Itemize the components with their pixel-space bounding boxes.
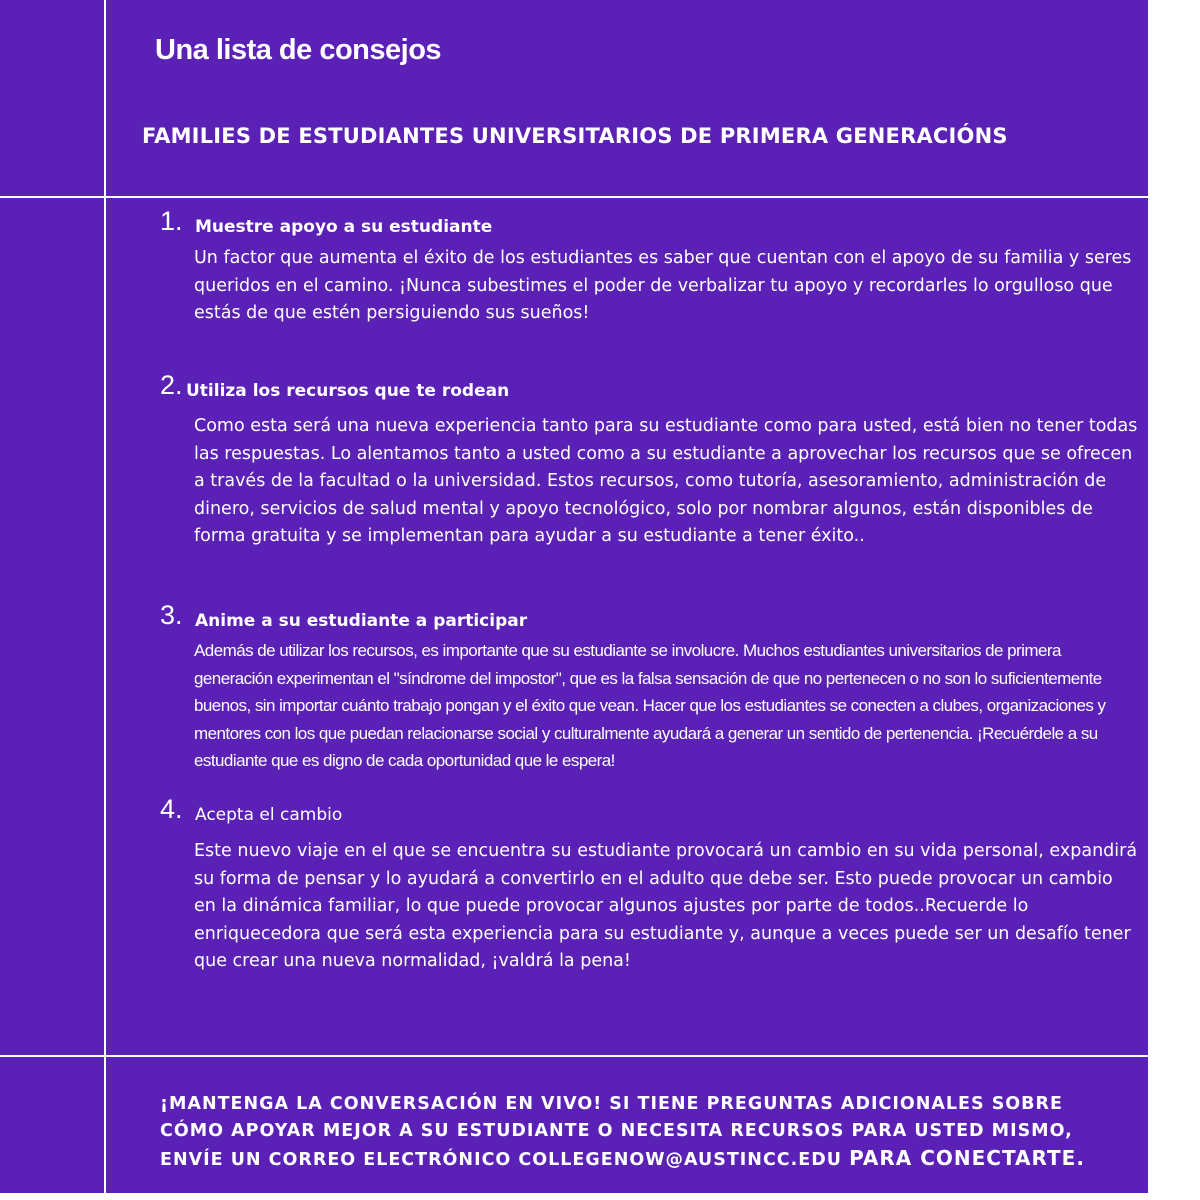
footer-line-2: CÓMO APOYAR MEJOR A SU ESTUDIANTE O NECESITA RECURSOS PARA USTED MISMO, xyxy=(160,1121,1073,1141)
page-title: Una lista de consejos xyxy=(155,34,442,66)
tip-1-heading: Muestre apoyo a su estudiante xyxy=(195,217,493,237)
tip-2-heading: Utiliza los recursos que te rodean xyxy=(186,381,510,401)
tip-4-number: 4. xyxy=(160,794,183,824)
tip-2-number: 2. xyxy=(160,370,183,400)
tip-4-heading: Acepta el cambio xyxy=(195,805,343,825)
page-subtitle: FAMILIES DE ESTUDIANTES UNIVERSITARIOS DE PRIMERA GENERACIÓNS xyxy=(142,124,1008,148)
vertical-rule xyxy=(104,0,106,1193)
tip-2-body: Como esta será una nueva experiencia tanto para su estudiante como para usted, está bien no tener todas las respuestas. Lo alentamos tanto a usted como a su estudiante a aprovechar los recursos que se ofrecen a través de la facultad o la universidad. Estos recursos, como tutoría, asesoramiento, administración de dinero, servicios de salud mental y apoyo tecnológico, solo por nombrar algunos, están disponibles de forma gratuita y se implementan para ayudar a su estudiante a tener éxito.. xyxy=(194,416,1138,546)
footer-connect-text: PARA CONECTARTE. xyxy=(849,1146,1085,1170)
footer-line-1: ¡MANTENGA LA CONVERSACIÓN EN VIVO! SI TIENE PREGUNTAS ADICIONALES SOBRE xyxy=(160,1094,1063,1114)
tip-3-body: Además de utilizar los recursos, es importante que su estudiante se involucre. Muchos estudiantes universitarios de primera generación experimentan el "síndrome del impostor", que es la falsa sensación de que no pertenecen o no son lo suficientemente buenos, sin importar cuánto trabajo pongan y el éxito que vean. Hacer que los estudiantes se conecten a clubes, organizaciones y mentores con los que puedan relacionarse social y culturalmente ayudará a generar un sentido de pertenencia. ¡Recuérdele a su estudiante que es digno de cada oportunidad que le espera! xyxy=(194,641,1106,770)
footer-divider xyxy=(0,1055,1148,1057)
footer-cta xyxy=(160,1091,1120,1174)
footer-line-3 xyxy=(160,1145,1120,1174)
tip-3-number: 3. xyxy=(160,600,183,630)
footer-email-text: ENVÍE UN CORREO ELECTRÓNICO COLLEGENOW@AUSTINCC.EDU xyxy=(160,1150,850,1170)
tip-1-body: Un factor que aumenta el éxito de los estudiantes es saber que cuentan con el apoyo de su familia y seres queridos en el camino. ¡Nunca subestimes el poder de verbalizar tu apoyo y recordarles lo orgulloso que estás de que estén persiguiendo sus sueños! xyxy=(194,248,1132,323)
tip-3-heading: Anime a su estudiante a participar xyxy=(195,611,528,631)
tip-1-number: 1. xyxy=(160,206,183,236)
header-divider xyxy=(0,196,1148,198)
tip-4-body: Este nuevo viaje en el que se encuentra su estudiante provocará un cambio en su vida personal, expandirá su forma de pensar y lo ayudará a convertirlo en el adulto que debe ser. Esto puede provocar un cambio en la dinámica familiar, lo que puede provocar algunos ajustes por parte de todos..Recuerde lo enriquecedora que será esta experiencia para su estudiante y, aunque a veces puede ser un desafío tener que crear una nueva normalidad, ¡valdrá la pena! xyxy=(194,841,1138,971)
